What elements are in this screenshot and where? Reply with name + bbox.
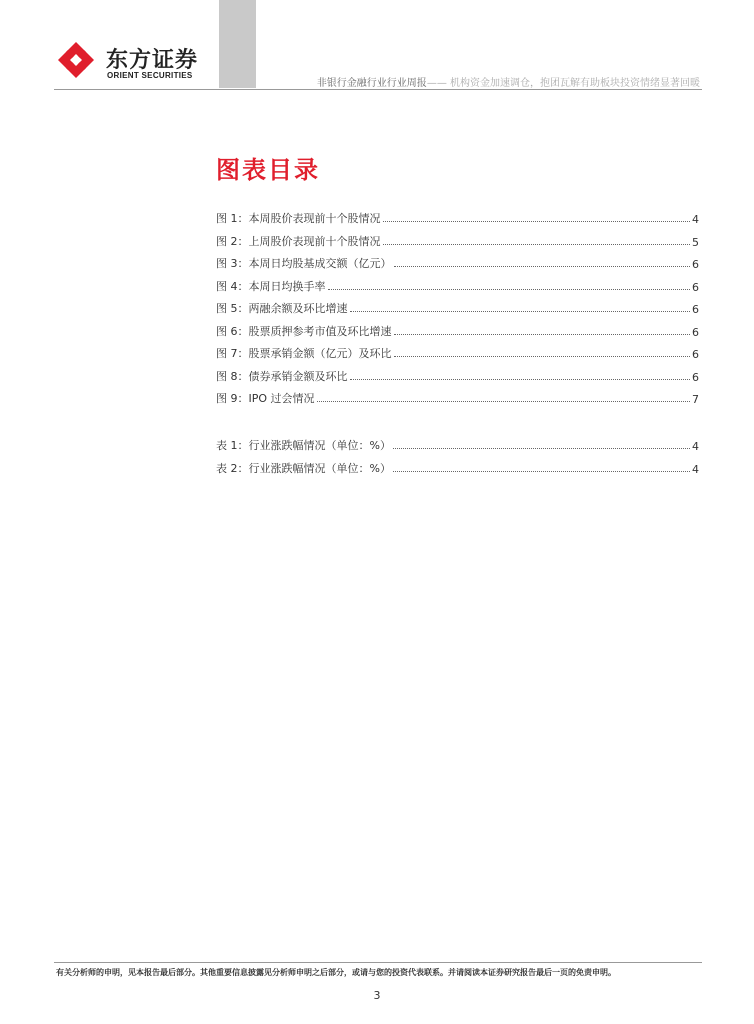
toc-figure-entry[interactable] — [216, 278, 699, 294]
toc-figure-entry-page: 5 — [692, 235, 699, 249]
toc-table-entry[interactable] — [216, 460, 699, 476]
toc-figure-entry-page: 4 — [692, 213, 699, 226]
toc-figure-entry-label: 图 9：IPO 过会情况 — [216, 392, 315, 405]
toc-figure-entry-label: 图 6：股票质押参考市值及环比增速 — [216, 324, 392, 338]
toc-figure-entry-page: 6 — [692, 280, 699, 294]
toc-figure-entry[interactable] — [216, 233, 699, 249]
dot-leader — [383, 221, 691, 222]
toc-figure-entry[interactable] — [216, 390, 699, 406]
dot-leader — [394, 334, 691, 335]
toc-figure-entry-label: 图 3：本周日均股基成交额（亿元） — [216, 257, 392, 270]
toc-figure-entry-page: 6 — [692, 348, 699, 361]
toc-title: 图表目录 — [216, 156, 320, 184]
toc-figure-entry[interactable] — [216, 323, 699, 339]
dot-leader — [393, 471, 690, 472]
toc-figure-entry-page: 7 — [692, 393, 699, 406]
dot-leader — [350, 379, 691, 380]
header-divider — [54, 89, 702, 90]
dot-leader — [394, 266, 691, 267]
dot-leader — [328, 289, 691, 290]
toc-figure-entry[interactable] — [216, 345, 699, 361]
report-subtitle: —— 机构资金加速调仓，抱团瓦解有助板块投资情绪显著回暖 — [426, 78, 700, 89]
toc-figure-entry-label: 图 1：本周股价表现前十个股情况 — [216, 212, 381, 225]
toc-figure-entry[interactable] — [216, 255, 699, 271]
toc-figure-entry-page: 6 — [692, 370, 699, 384]
toc-figure-entry[interactable] — [216, 368, 699, 384]
toc-table-entry-label: 表 1：行业涨跌幅情况（单位：%） — [216, 439, 391, 452]
dot-leader — [350, 311, 691, 312]
footer-disclaimer: 有关分析师的申明，见本报告最后部分。其他重要信息披露见分析师申明之后部分，或请与您的投资代表联系。并请阅读本证券研究报告最后一页的免责申明。 — [56, 968, 616, 977]
toc-figure-entry-page: 6 — [692, 303, 699, 316]
toc-table-entry-page: 4 — [692, 463, 699, 476]
toc-figure-entry-label: 图 2：上周股价表现前十个股情况 — [216, 234, 381, 248]
toc-figure-entry-page: 6 — [692, 258, 699, 271]
dot-leader — [394, 356, 691, 357]
report-title: 非银行金融行业行业周报 — [316, 78, 427, 89]
toc-figure-entry-label: 图 8：债券承销金额及环比 — [216, 369, 348, 383]
toc-figure-entry-label: 图 7：股票承销金额（亿元）及环比 — [216, 347, 392, 360]
brand-name-cn: 东方证券 — [106, 48, 199, 73]
toc-figure-entry-label: 图 4：本周日均换手率 — [216, 279, 326, 293]
orient-logo-icon — [56, 40, 96, 80]
page-number: 3 — [373, 989, 381, 1002]
footer-divider — [54, 962, 702, 963]
brand-name-en: ORIENT SECURITIES — [107, 71, 193, 80]
toc-table-entry-label: 表 2：行业涨跌幅情况（单位：%） — [216, 462, 391, 475]
toc-table-entry[interactable] — [216, 437, 699, 453]
toc-figure-entry[interactable] — [216, 210, 699, 226]
report-header-title — [270, 74, 700, 89]
toc-figure-entry[interactable] — [216, 300, 699, 316]
dot-leader — [383, 244, 691, 245]
toc-table-entry-page: 4 — [692, 440, 699, 453]
dot-leader — [393, 448, 690, 449]
toc-figure-entry-page: 6 — [692, 325, 699, 339]
toc-figure-entry-label: 图 5：两融余额及环比增速 — [216, 302, 348, 315]
dot-leader — [317, 401, 690, 402]
header-gray-block — [219, 0, 256, 88]
